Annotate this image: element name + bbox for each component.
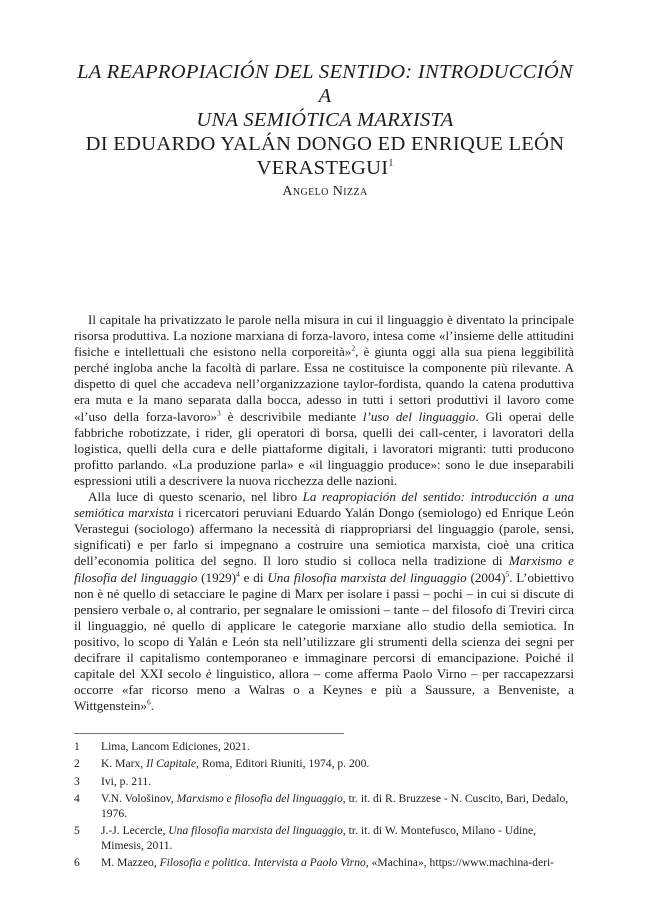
- footnote-ref: 4: [236, 569, 240, 579]
- paragraph-2: [74, 489, 574, 714]
- author-name: Angelo Nizza: [282, 184, 368, 199]
- footnote-text: [101, 824, 574, 853]
- italic-text: l’uso del linguaggio: [362, 408, 476, 424]
- text-run: . Gli operai delle fabbriche robotizzate, i rider, gli operatori di borsa, quelli dei call-center, i lavoratori della logistica, quelli della cura e delle piattaforme digitali, i lavoratori migranti: tutti producono profitto parlando. «La produzione parla» e «il linguaggio produce»: sono le due inseparabili espressioni utili a descrivere la nuova ricchezza delle nazioni.: [74, 408, 574, 488]
- text-run: (2004): [466, 569, 506, 585]
- footnotes: [74, 740, 574, 874]
- title-block: [70, 60, 580, 202]
- text-run: , è giunta oggi alla sua piena leggibilità perché ingloba anche la facoltà di parlare. Essa ne costituisce la componente più rilevante. A dispetto di quel che accadeva nell’organizzazione taylor-fordista, quando la catena produttiva era muta e la mano separata dalla bocca, adesso in tutti i settori produttivi il lavoro come «l’uso della forza-lavoro»: [74, 344, 574, 424]
- footnote-separator: [74, 733, 344, 734]
- italic-text: Una filosofia marxista del linguaggio: [168, 824, 343, 838]
- title-footnote-ref: 1: [388, 158, 394, 170]
- footnote-number: 1: [74, 740, 80, 753]
- text-run: i ricercatori peruviani Eduardo Yalán Dongo (semiologo) ed Enrique León Verastegui (sociologo) affermano la necessità di riappropriarsi del linguaggio (parole, sensi, significati) e per farlo si impegnano a costruire una semiotica marxista, cioè una critica dell’economia politica del segno. Il loro studio si colloca nella tradizione di: [74, 505, 574, 569]
- article-title-italic: [70, 60, 580, 132]
- italic-text: Il Capitale: [146, 757, 197, 771]
- footnote-text: [101, 757, 574, 771]
- footnote-item: [74, 792, 574, 821]
- footnote-number: 2: [74, 757, 80, 771]
- title-italic-line-1: LA REAPROPIACIÓN DEL SENTIDO: INTRODUCCIÓN A: [77, 61, 573, 107]
- footnote-text: [101, 792, 574, 821]
- text-run: K. Marx,: [101, 757, 147, 771]
- text-run: Alla luce di questo scenario, nel libro: [88, 489, 303, 505]
- italic-text: Filosofia e politica. Intervista a Paolo Virno: [159, 856, 366, 870]
- footnote-number: 6: [74, 856, 80, 870]
- footnote-ref: 5: [505, 569, 510, 579]
- footnote-ref: 3: [217, 408, 221, 418]
- text-run: Ivi, p. 211.: [101, 774, 152, 788]
- text-run: linguistico, allora – come afferma Paolo Virno – per raccapezzarsi occorre «far ricorso meno a Walras o a Keynes e più a Saussure, a Benveniste, a Wittgenstein»: [74, 666, 574, 714]
- italic-text: Una filosofia marxista del linguaggio: [267, 569, 467, 585]
- text-run: , tr. it. di W. Montefusco, Milano - Udine, Mimesis, 2011.: [101, 824, 537, 852]
- text-run: , «Machina», https://www.machina-deri-: [365, 856, 555, 870]
- text-run: J.-J. Lecercle,: [101, 824, 169, 838]
- text-run: è descrivibile mediante: [220, 408, 363, 424]
- text-run: e di: [239, 569, 268, 585]
- italic-text: Marxismo e filosofia del linguaggio: [74, 553, 574, 585]
- text-run: Lima, Lancom Ediciones, 2021.: [101, 740, 250, 753]
- italic-text: La reapropiación del sentido: introducción a una semiótica marxista: [74, 489, 574, 521]
- footnote-text: [101, 856, 574, 870]
- text-run: . L’obiettivo non è né quello di setacciare le pagine di Marx per isolare i passi – pochi – in cui si discute di pensiero verbale o, al contrario, per segnalare le omissioni – tante – del filosofo di Treviri circa il linguaggio, né quello di applicare le categorie marxiane allo studio della semiotica. In positivo, lo scopo di Yalán e León sta nell’utilizzare gli strumenti della scienza dei segni per decifrare il capitalismo contemporaneo e immaginare percorsi di emancipazione. Poiché il capitale del XXI secolo: [74, 569, 574, 682]
- paragraph-1: [74, 312, 574, 489]
- text-run: (1929): [197, 569, 237, 585]
- text-run: Il capitale ha privatizzato le parole nella misura in cui il linguaggio è diventato la principale risorsa produttiva. La nozione marxiana di forza-lavoro, intesa come «l’insieme delle attitudini fisiche e intellettuali che esistono nella corporeità»: [74, 312, 574, 360]
- footnote-text: [101, 775, 574, 789]
- title-roman-line-1: DI EDUARDO YALÁN DONGO ED ENRIQUE LEÓN: [85, 133, 565, 155]
- italic-text: è: [205, 666, 212, 682]
- footnote-item: [74, 824, 574, 853]
- body-text: [74, 312, 574, 714]
- italic-text: Marxismo e filosofia del linguaggio: [176, 792, 343, 806]
- footnote-item: [74, 757, 574, 771]
- text-run: , Roma, Editori Riuniti, 1974, p. 200.: [196, 757, 370, 771]
- footnote-number: 5: [74, 824, 80, 838]
- text-run: .: [150, 698, 154, 714]
- article-title-roman: [70, 132, 580, 180]
- footnote-number: 4: [74, 792, 80, 806]
- footnote-item: [74, 775, 574, 789]
- title-roman-line-2: VERASTEGUI: [256, 157, 389, 179]
- footnote-ref: 2: [351, 343, 356, 353]
- text-run: V.N. Vološinov,: [101, 792, 177, 806]
- footnote-item: [74, 740, 574, 754]
- text-run: M. Mazzeo,: [101, 856, 160, 870]
- footnote-ref: 6: [146, 697, 151, 707]
- footnote-text: [101, 740, 574, 754]
- text-run: , tr. it. di R. Bruzzese - N. Cuscito, Bari, Dedalo, 1976.: [101, 792, 569, 820]
- footnote-number: 3: [74, 774, 80, 788]
- footnote-item: [74, 856, 574, 870]
- title-italic-line-2: UNA SEMIÓTICA MARXISTA: [196, 109, 454, 131]
